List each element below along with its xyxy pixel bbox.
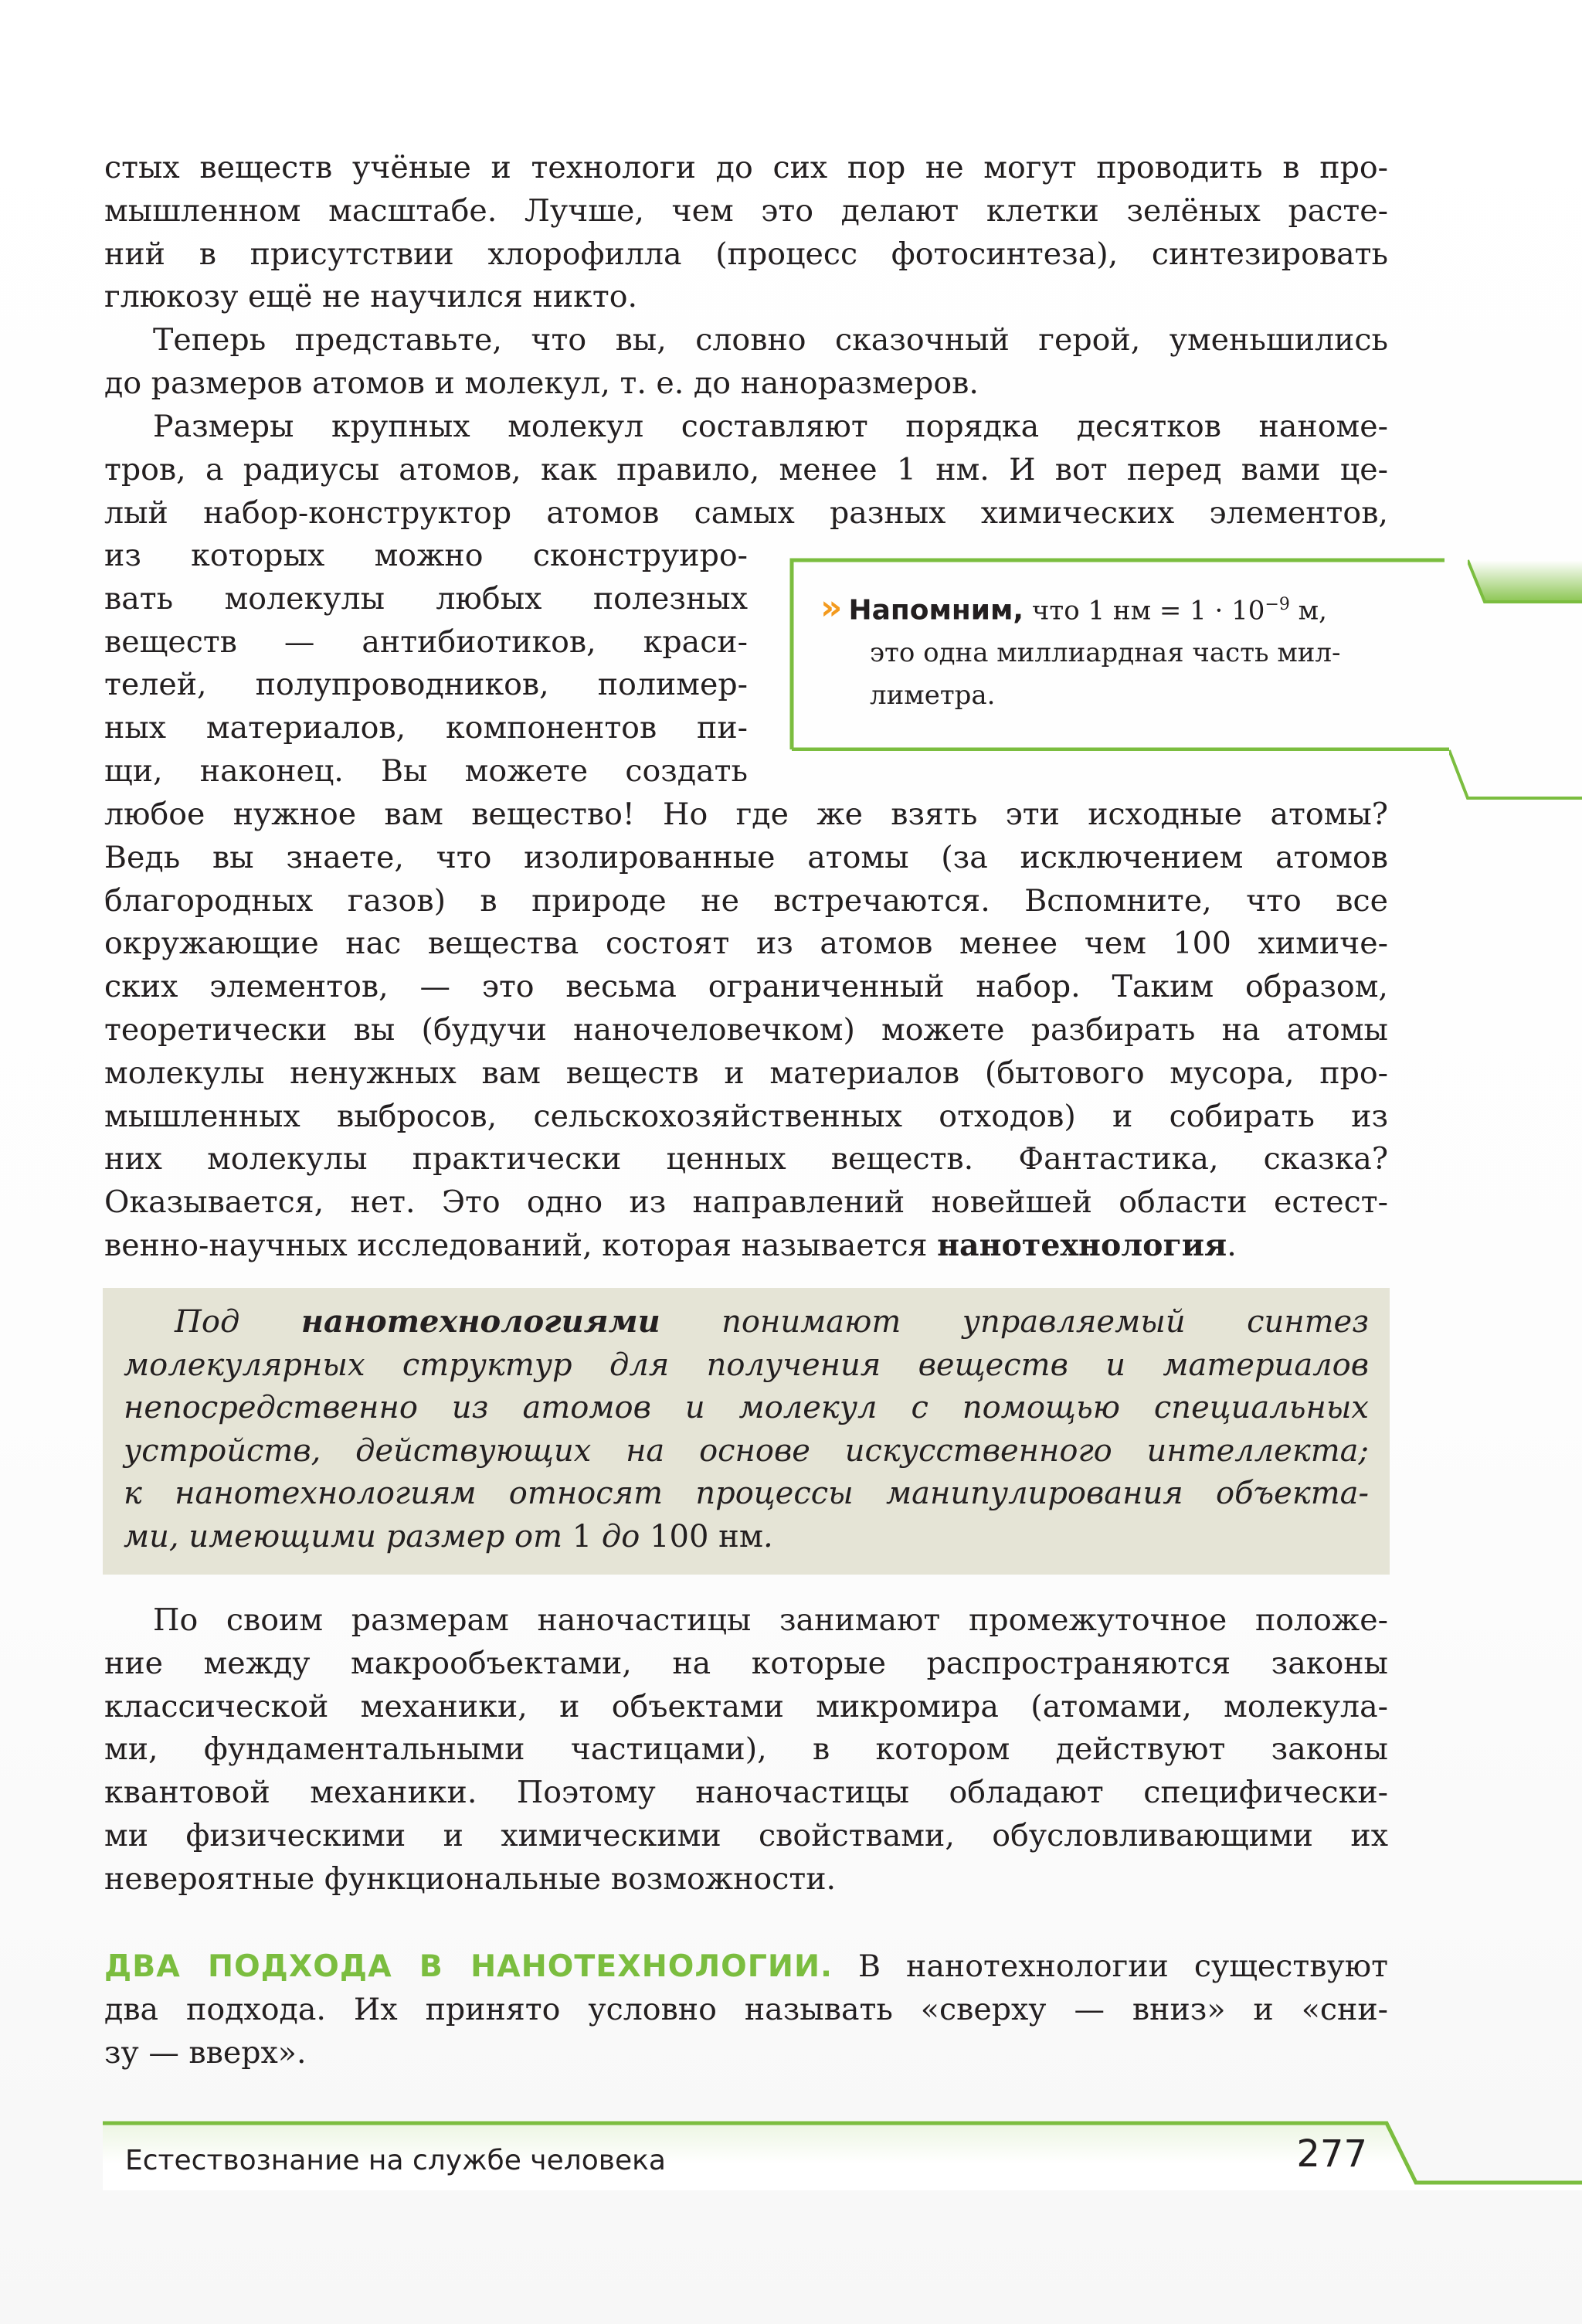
text-line: ний в присутствии хлорофилла (процесс фотосинтеза), синтезировать bbox=[104, 236, 1388, 272]
chevron-right-icon: » bbox=[820, 588, 835, 628]
edge-tab-bottom bbox=[1449, 748, 1582, 802]
paragraph-sizes bbox=[104, 406, 1388, 535]
text-line bbox=[104, 1225, 1388, 1268]
text-line: непосредственно из атомов и молекул с помощью специальных bbox=[124, 1390, 1369, 1425]
text-line: Теперь представьте, что вы, словно сказочный герой, уменьшились bbox=[153, 322, 1388, 358]
text-line: ских элементов, — это весьма ограниченный набор. Таким образом, bbox=[104, 969, 1388, 1005]
definition-text bbox=[124, 1300, 1369, 1558]
text-line: молекулярных структур для получения веществ и материалов bbox=[124, 1347, 1369, 1383]
text-span: . bbox=[1227, 1227, 1237, 1263]
note-line: лиметра. bbox=[870, 680, 996, 712]
text-span: венно-научных исследований, которая называется bbox=[104, 1227, 938, 1263]
text-line: невероятные функциональные возможности. bbox=[104, 1860, 837, 1897]
text-span: Под bbox=[175, 1304, 301, 1340]
text-span: ми, имеющими размер от bbox=[124, 1518, 572, 1554]
text-span: понимают управляемый синтез bbox=[660, 1304, 1370, 1340]
text-span: . bbox=[762, 1518, 773, 1554]
text-line: веществ — антибиотиков, краси- bbox=[104, 623, 748, 660]
text-line: квантовой механики. Поэтому наночастицы обладают специфически- bbox=[104, 1775, 1388, 1811]
text-span: В нанотехнологии существуют bbox=[833, 1949, 1389, 1984]
text-line bbox=[124, 1300, 1369, 1344]
term-nanotechnology: нанотехнология bbox=[937, 1227, 1227, 1263]
note-reminder bbox=[820, 583, 1392, 717]
text-line: них молекулы практически ценных веществ. Фантастика, сказка? bbox=[104, 1141, 1388, 1177]
text-line: устройств, действующих на основе искусственного интеллекта; bbox=[124, 1432, 1369, 1469]
paragraph-nanoparticles bbox=[104, 1599, 1388, 1901]
paragraph-sizes-continued bbox=[104, 793, 1388, 1268]
text-line: Ведь вы знаете, что изолированные атомы (за исключением атомов bbox=[104, 839, 1388, 875]
note-line: это одна миллиардная часть мил- bbox=[870, 637, 1341, 669]
text-span: что 1 нм = 1 · 10 bbox=[1024, 595, 1265, 627]
text-line: ных материалов, компонентов пи- bbox=[104, 710, 748, 746]
note-heading: Напомним, bbox=[848, 594, 1024, 627]
text-line: ми физическими и химическими свойствами, обусловливающими их bbox=[104, 1817, 1388, 1853]
text-line: вать молекулы любых полезных bbox=[104, 580, 748, 617]
text-line: По своим размерам наночастицы занимают промежуточное положе- bbox=[153, 1602, 1388, 1638]
text-line: до размеров атомов и молекул, т. е. до наноразмеров. bbox=[104, 365, 979, 401]
section-heading: ДВА ПОДХОДА В НАНОТЕХНОЛОГИИ. bbox=[104, 1949, 833, 1984]
text-line bbox=[124, 1516, 1369, 1559]
edge-tab-top bbox=[1468, 558, 1582, 604]
number: 100 нм bbox=[650, 1518, 763, 1554]
text-line: мышленном масштабе. Лучше, чем это делают клетки зелёных расте- bbox=[104, 192, 1388, 229]
text-line: классической механики, и объектами микромира (атомами, молекула- bbox=[104, 1688, 1388, 1724]
text-line: ние между макрообъектами, на которые распространяются законы bbox=[104, 1645, 1388, 1681]
text-line: окружающие нас вещества состоят из атомов менее чем 100 химиче- bbox=[104, 926, 1388, 962]
text-line: лый набор-конструктор атомов самых разных химических элементов, bbox=[104, 494, 1388, 531]
paragraph-intro bbox=[104, 147, 1388, 319]
paragraph-sizes-wrapped bbox=[104, 535, 748, 793]
term-nanotechnologies: нанотехнологиями bbox=[300, 1303, 660, 1340]
text-line: два подхода. Их принято условно называть «сверху — вниз» и «сни- bbox=[104, 1991, 1388, 2027]
note-line bbox=[820, 583, 1392, 632]
running-title: Естествознание на службе человека bbox=[125, 2145, 666, 2176]
text-line: Размеры крупных молекул составляют порядка десятков наноме- bbox=[153, 409, 1388, 444]
text-line: Оказывается, нет. Это одно из направлений новейшей области естест- bbox=[104, 1184, 1388, 1221]
text-line: из которых можно сконструиро- bbox=[104, 538, 748, 573]
number: 1 bbox=[572, 1518, 592, 1554]
text-line: щи, наконец. Вы можете создать bbox=[104, 753, 748, 789]
text-line: молекулы ненужных вам веществ и материалов (бытового мусора, про- bbox=[104, 1055, 1388, 1091]
exponent: −9 bbox=[1265, 595, 1290, 614]
text-line: тров, а радиусы атомов, как правило, менее 1 нм. И вот перед вами це- bbox=[104, 451, 1388, 488]
text-line: благородных газов) в природе не встречаются. Вспомните, что все bbox=[104, 882, 1388, 919]
text-span: м, bbox=[1289, 595, 1327, 627]
section-two-approaches bbox=[104, 1945, 1388, 2074]
page-number: 277 bbox=[1296, 2132, 1367, 2176]
text-line: зу — вверх». bbox=[104, 2034, 307, 2071]
text-line: стых веществ учёные и технологи до сих пор не могут проводить в про- bbox=[104, 150, 1388, 185]
text-line: мышленных выбросов, сельскохозяйственных отходов) и собирать из bbox=[104, 1098, 1388, 1134]
text-line bbox=[104, 1945, 1388, 1989]
text-line: ми, фундаментальными частицами), в котором действуют законы bbox=[104, 1731, 1388, 1768]
text-line: любое нужное вам вещество! Но где же взять эти исходные атомы? bbox=[104, 797, 1388, 832]
text-line: глюкозу ещё не научился никто. bbox=[104, 279, 638, 315]
paragraph-imagine bbox=[104, 319, 1388, 406]
text-line: к нанотехнологиям относят процессы манипулирования объекта- bbox=[124, 1476, 1369, 1511]
text-line: телей, полупроводников, полимер- bbox=[104, 667, 748, 703]
text-span: до bbox=[592, 1518, 650, 1554]
text-line: теоретически вы (будучи наночеловечком) можете разбирать на атомы bbox=[104, 1011, 1388, 1048]
